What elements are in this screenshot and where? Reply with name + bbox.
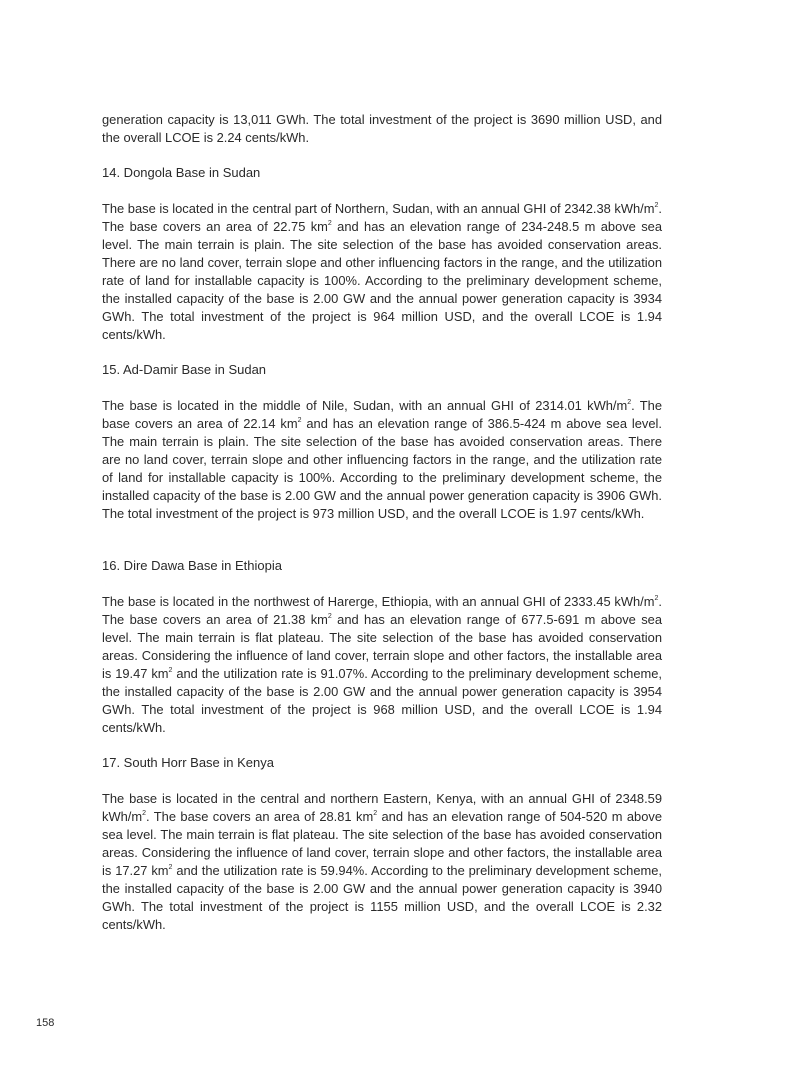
text-run: and the utilization rate is 59.94%. According to the preliminary development scheme, the installed capacity of the base is 2.00 GW and the annual power generation capacity is 3940 GWh. The total investment of the project is 1155 million USD, and the overall LCOE is 2.32 cents/kWh. <box>102 863 662 932</box>
text-run: The base is located in the central part of Northern, Sudan, with an annual GHI of 2342.38 kWh/m <box>102 201 655 216</box>
superscript: 2 <box>327 613 332 620</box>
text-run: The base is located in the middle of Nile, Sudan, with an annual GHI of 2314.01 kWh/m <box>102 398 628 413</box>
superscript: 2 <box>327 220 332 227</box>
text-run: . The base covers an area of 28.81 km <box>146 809 374 824</box>
superscript: 2 <box>654 595 659 602</box>
section-heading: 17. South Horr Base in Kenya <box>102 755 274 770</box>
section-south-horr <box>102 754 662 934</box>
superscript: 2 <box>168 667 173 674</box>
superscript: 2 <box>297 417 302 424</box>
page-number: 158 <box>36 1017 55 1029</box>
section-dongola <box>102 164 662 344</box>
text-run: The base is located in the central and northern Eastern, Kenya, with an annual GHI of 2348.59 kWh/m <box>102 791 662 824</box>
superscript: 2 <box>142 810 147 817</box>
text-run: generation capacity is 13,011 GWh. The total investment of the project is 3690 million USD, and the overall LCOE is 2.24 cents/kWh. <box>102 112 662 145</box>
text-run: The base is located in the northwest of Harerge, Ethiopia, with an annual GHI of 2333.45 kWh/m <box>102 594 655 609</box>
text-run: and has an elevation range of 677.5-691 m above sea level. The main terrain is flat plateau. The site selection of the base has avoided conservation areas. Considering the influence of land cover, terrain slope and other factors, the installable area is 19.47 km <box>102 612 662 681</box>
section-paragraph <box>102 200 662 344</box>
section-heading: 15. Ad-Damir Base in Sudan <box>102 362 267 377</box>
superscript: 2 <box>627 399 632 406</box>
text-run: and has an elevation range of 234-248.5 m above sea level. The main terrain is plain. The site selection of the base has avoided conservation areas. There are no land cover, terrain slope and other influencing factors in the range, and the utilization rate of land for installable capacity is 100%. According to the preliminary development scheme, the installed capacity of the base is 2.00 GW and the annual power generation capacity is 3934 GWh. The total investment of the project is 964 million USD, and the overall LCOE is 1.94 cents/kWh. <box>102 219 662 342</box>
intro-block <box>102 111 662 147</box>
text-run: and has an elevation range of 386.5-424 m above sea level. The main terrain is plain. The site selection of the base has avoided conservation areas. There are no land cover, terrain slope and other influencing factors in the range, and the utilization rate of land for installable capacity is 100%. According to the preliminary development scheme, the installed capacity of the base is 2.00 GW and the annual power generation capacity is 3906 GWh. The total investment of the project is 973 million USD, and the overall LCOE is 1.97 cents/kWh. <box>102 416 662 521</box>
superscript: 2 <box>168 864 173 871</box>
section-heading: 16. Dire Dawa Base in Ethiopia <box>102 558 282 573</box>
text-run: . The base covers an area of 22.14 km <box>102 398 662 431</box>
superscript: 2 <box>654 202 659 209</box>
text-run: . The base covers an area of 21.38 km <box>102 594 662 627</box>
text-run: and has an elevation range of 504-520 m above sea level. The main terrain is flat plateau. The site selection of the base has avoided conservation areas. Considering the influence of land cover, terrain slope and other factors, the installable area is 17.27 km <box>102 809 662 878</box>
section-heading: 14. Dongola Base in Sudan <box>102 165 261 180</box>
text-run: . The base covers an area of 22.75 km <box>102 201 662 234</box>
superscript: 2 <box>373 810 378 817</box>
section-paragraph <box>102 593 662 737</box>
section-paragraph <box>102 397 662 523</box>
intro-paragraph <box>102 111 662 147</box>
section-dire-dawa <box>102 557 662 737</box>
section-paragraph <box>102 790 662 934</box>
section-ad-damir <box>102 361 662 523</box>
text-run: and the utilization rate is 91.07%. According to the preliminary development scheme, the installed capacity of the base is 2.00 GW and the annual power generation capacity is 3954 GWh. The total investment of the project is 968 million USD, and the overall LCOE is 1.94 cents/kWh. <box>102 666 662 735</box>
